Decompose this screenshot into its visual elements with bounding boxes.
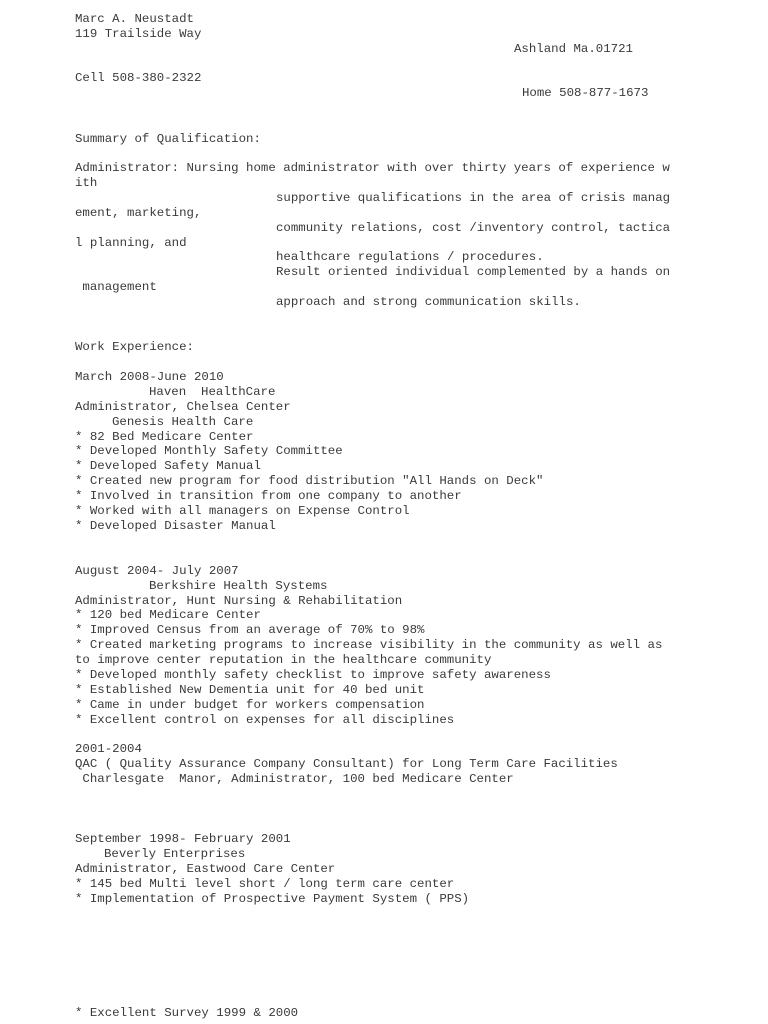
job-company: Berkshire Health Systems bbox=[149, 579, 328, 593]
job-bullet: * Developed monthly safety checklist to improve safety awareness bbox=[75, 668, 551, 682]
job-bullet: * Developed Monthly Safety Committee bbox=[75, 444, 343, 458]
job-bullet: * Excellent control on expenses for all disciplines bbox=[75, 713, 455, 727]
summary-line: supportive qualifications in the area of crisis manag bbox=[276, 191, 671, 205]
summary-line: healthcare regulations / procedures. bbox=[276, 250, 544, 264]
city-state-zip: Ashland Ma.01721 bbox=[514, 42, 633, 56]
summary-line: ement, marketing, bbox=[75, 206, 202, 220]
job-dates: September 1998- February 2001 bbox=[75, 832, 291, 846]
job-bullet: * Created new program for food distribution "All Hands on Deck" bbox=[75, 474, 544, 488]
summary-line: ith bbox=[75, 176, 98, 190]
job-bullet: * Worked with all managers on Expense Control bbox=[75, 504, 410, 518]
work-heading: Work Experience: bbox=[75, 340, 194, 354]
job-dates: March 2008-June 2010 bbox=[75, 370, 224, 384]
summary-line: approach and strong communication skills. bbox=[276, 295, 581, 309]
job-bullet: * Excellent Survey 1999 & 2000 bbox=[75, 1006, 299, 1020]
job-bullet: * 82 Bed Medicare Center bbox=[75, 430, 254, 444]
job-company: Beverly Enterprises bbox=[104, 847, 246, 861]
summary-line: l planning, and bbox=[75, 236, 187, 250]
job-bullet: to improve center reputation in the healthcare community bbox=[75, 653, 492, 667]
summary-line: management bbox=[75, 280, 157, 294]
job-dates: August 2004- July 2007 bbox=[75, 564, 239, 578]
job-bullet: * Involved in transition from one company to another bbox=[75, 489, 462, 503]
job-dates: 2001-2004 bbox=[75, 742, 142, 756]
job-title: Administrator, Hunt Nursing & Rehabilitation bbox=[75, 594, 403, 608]
summary-line: community relations, cost /inventory control, tactica bbox=[276, 221, 671, 235]
job-bullet: * Improved Census from an average of 70% to 98% bbox=[75, 623, 425, 637]
home-phone: Home 508-877-1673 bbox=[522, 86, 649, 100]
job-parent-company: Genesis Health Care bbox=[112, 415, 254, 429]
job-title: QAC ( Quality Assurance Company Consultant) for Long Term Care Facilities bbox=[75, 757, 618, 771]
candidate-name: Marc A. Neustadt bbox=[75, 12, 194, 26]
job-bullet: * Developed Disaster Manual bbox=[75, 519, 276, 533]
job-bullet: * Created marketing programs to increase visibility in the community as well as bbox=[75, 638, 663, 652]
job-bullet: * 120 bed Medicare Center bbox=[75, 608, 261, 622]
summary-heading: Summary of Qualification: bbox=[75, 132, 261, 146]
job-bullet: * Implementation of Prospective Payment System ( PPS) bbox=[75, 892, 470, 906]
job-company: Haven HealthCare bbox=[149, 385, 276, 399]
job-title: Administrator, Eastwood Care Center bbox=[75, 862, 336, 876]
cell-phone: Cell 508-380-2322 bbox=[75, 71, 202, 85]
summary-line: Administrator: Nursing home administrator with over thirty years of experience w bbox=[75, 161, 670, 175]
job-title: Administrator, Chelsea Center bbox=[75, 400, 291, 414]
job-detail: Charlesgate Manor, Administrator, 100 bed Medicare Center bbox=[75, 772, 514, 786]
street-address: 119 Trailside Way bbox=[75, 27, 202, 41]
job-bullet: * Came in under budget for workers compensation bbox=[75, 698, 425, 712]
job-bullet: * 145 bed Multi level short / long term care center bbox=[75, 877, 455, 891]
job-bullet: * Developed Safety Manual bbox=[75, 459, 261, 473]
summary-line: Result oriented individual complemented by a hands on bbox=[276, 265, 671, 279]
job-bullet: * Established New Dementia unit for 40 bed unit bbox=[75, 683, 425, 697]
